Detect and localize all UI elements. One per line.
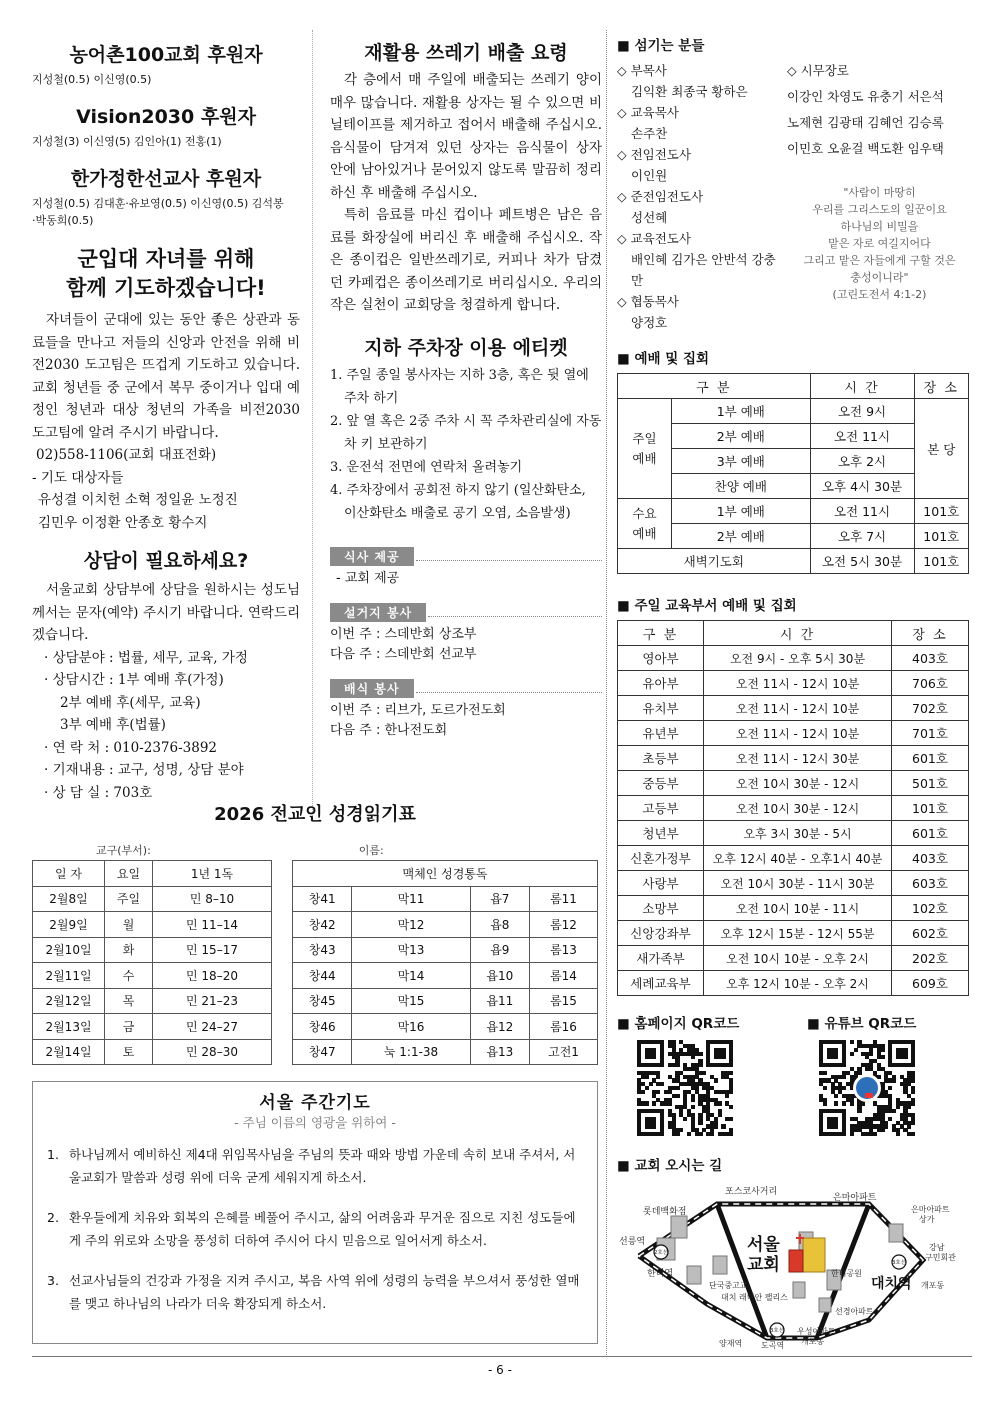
servant-names: 손주찬	[631, 126, 668, 141]
bible-cell: 창46	[293, 1014, 352, 1040]
edu-row	[618, 871, 969, 896]
meal-section	[330, 547, 602, 566]
service-name: 2부 예배	[672, 524, 811, 549]
prayer-subtitle: - 주님 이름의 영광을 위하여 -	[234, 1115, 396, 1130]
map-label: 선경아파트	[835, 1307, 874, 1316]
bible-cell: 민 8–10	[153, 886, 272, 912]
map-label: 우성아파트	[797, 1327, 836, 1336]
bible-cell: 막11	[352, 886, 470, 912]
bible-head-date: 일 자	[33, 861, 105, 887]
name-label: 이름:	[358, 844, 384, 857]
edu-row	[618, 721, 969, 746]
bible-cell: 금	[105, 1014, 153, 1040]
edu-cell: 오후 12시 10분 - 오후 2시	[704, 971, 892, 996]
bible-cell: 민 15–17	[153, 937, 272, 963]
servant-names: 김익환 최종국 황하은	[631, 84, 748, 99]
serve-next: 다음 주 : 한나전도회	[330, 722, 448, 738]
map-label: 대치 래미안 팰리스	[721, 1293, 788, 1302]
verse-line: 그리고 맡은 자들에게 구할 것은	[803, 254, 956, 267]
service-name: 2부 예배	[672, 424, 811, 449]
elder-role: ◇ 시무장로	[787, 63, 849, 78]
bible-row	[33, 1014, 272, 1040]
bible-cell: 창42	[293, 912, 352, 938]
recycle-title: 재활용 쓰레기 배출 요령	[364, 42, 568, 64]
serve-label: 배식 봉사	[330, 679, 414, 698]
service-time: 오전 5시 30분	[810, 549, 914, 574]
church-label: 교회	[747, 1255, 780, 1275]
line-3-marker: 3호선	[891, 1260, 907, 1266]
counsel-item: · 기재내용 : 교구, 성명, 상담 분야	[44, 762, 244, 778]
edu-row	[618, 646, 969, 671]
counsel-title: 상담이 필요하세요?	[83, 550, 249, 572]
bible-row	[293, 912, 598, 938]
column-divider	[606, 30, 607, 1355]
verse-line: "사람이 마땅히	[843, 186, 916, 199]
dish-label: 설거지 봉사	[330, 603, 426, 622]
map-label: 구민회관	[925, 1253, 956, 1262]
edu-row	[618, 821, 969, 846]
counsel-item: · 상담분야 : 법률, 세무, 교육, 가정	[44, 649, 248, 666]
map-label: 선릉역	[619, 1237, 646, 1247]
edu-row	[618, 671, 969, 696]
qr-section	[617, 1012, 972, 1136]
bible-cell: 월	[105, 912, 153, 938]
home-qr-title: ■ 홈페이지 QR코드	[617, 1012, 807, 1032]
bible-cell: 민 28–30	[153, 1039, 272, 1065]
military-title-2: 함께 기도하겠습니다!	[66, 276, 266, 300]
column-right	[617, 30, 972, 1354]
servant-names: 이인원	[631, 168, 668, 183]
edu-title: ■ 주일 교육부서 예배 및 집회	[617, 594, 972, 614]
parking-item: 1. 주일 종일 봉사자는 지하 3층, 혹은 뒷 열에 주차 하기	[330, 367, 589, 406]
bible-head-mc: 맥체인 성경통독	[293, 861, 598, 887]
edu-cell: 403호	[892, 846, 969, 871]
bible-cell: 롬14	[530, 963, 598, 989]
edu-cell: 501호	[892, 771, 969, 796]
parking-item: 4. 주차장에서 공회전 하지 않기 (일산화탄소, 이산화탄소 배출로 공기 오염, 소음발생)	[330, 482, 586, 521]
map-label: 포스코사거리	[725, 1187, 778, 1197]
edu-cell: 소망부	[618, 896, 704, 921]
servant-names: 양정호	[631, 315, 668, 330]
bible-cell: 롬12	[530, 912, 598, 938]
bible-row	[293, 963, 598, 989]
bible-cell: 창43	[293, 937, 352, 963]
service-name: 1부 예배	[672, 499, 811, 524]
servant-names: 성선혜	[631, 210, 668, 225]
elder-names: 이민호 오윤걸 백도환 임우택	[787, 141, 944, 156]
map-label: 한티공원	[831, 1269, 862, 1278]
service-place: 101호	[914, 524, 968, 549]
weekly-prayer-box	[32, 1081, 598, 1344]
bible-cell: 수	[105, 963, 153, 989]
bible-cell: 막12	[352, 912, 470, 938]
bible-cell: 화	[105, 937, 153, 963]
edu-cell: 청년부	[618, 821, 704, 846]
edu-table	[617, 620, 969, 996]
map-label: 대치역	[871, 1276, 912, 1292]
edu-row	[618, 971, 969, 996]
servant-role: ◇ 교육전도사	[617, 231, 691, 246]
bible-cell: 욥10	[470, 963, 529, 989]
edu-cell: 602호	[892, 921, 969, 946]
youtube-logo-icon	[853, 1074, 881, 1102]
counsel-item: · 연 락 처 : 010-2376-3892	[44, 739, 218, 756]
bible-table-left	[32, 860, 272, 1065]
bible-cell: 막16	[352, 1014, 470, 1040]
bible-cell: 2월14일	[33, 1039, 105, 1065]
map-label: 은마아파트	[833, 1193, 877, 1203]
bible-cell: 민 18–20	[153, 963, 272, 989]
edu-cell: 403호	[892, 646, 969, 671]
edu-cell: 609호	[892, 971, 969, 996]
bible-row	[293, 1039, 598, 1065]
edu-row	[618, 921, 969, 946]
han-title: 한가정한선교사 후원자	[70, 168, 262, 190]
map-label: 개포동	[921, 1281, 945, 1290]
map-label: 단국중고교	[709, 1281, 748, 1290]
verse-line: 우리를 그리스도의 일꾼이요	[812, 203, 947, 216]
church-label: 서울	[747, 1235, 780, 1255]
military-body: 자녀들이 군대에 있는 동안 좋은 상관과 동료들을 만나고 저들의 신앙과 안전을 위해 비전2030 도고팀은 뜨겁게 기도하고 있습니다. 교회 청년들 중 군에서 복무 중이거나 입대 예정인 청년과 대상 청년의 가족을 비전2030 도고팀에 알려 주시기 바랍니다.	[32, 312, 300, 441]
bible-row	[33, 937, 272, 963]
bible-cell: 창41	[293, 886, 352, 912]
edu-cell: 102호	[892, 896, 969, 921]
parking-item: 3. 운전석 전면에 연락처 올려놓기	[330, 459, 523, 475]
edu-cell: 202호	[892, 946, 969, 971]
bible-cell: 욥7	[470, 886, 529, 912]
edu-cell: 유년부	[618, 721, 704, 746]
meal-text: - 교회 제공	[336, 570, 400, 586]
bible-cell: 민 11–14	[153, 912, 272, 938]
parking-title: 지하 주차장 이용 에티켓	[364, 336, 568, 359]
edu-cell: 오전 11시 - 12시 10분	[704, 696, 892, 721]
edu-cell: 유치부	[618, 696, 704, 721]
bible-cell: 막15	[352, 988, 470, 1014]
map-label: 롯데백화점	[643, 1207, 687, 1217]
map-label: 강남	[929, 1243, 945, 1252]
verse-line: 하나님의 비밀을	[840, 220, 919, 233]
serve-this: 이번 주 : 리브가, 도르가전도회	[330, 702, 506, 718]
footer-rule	[32, 1356, 972, 1357]
bible-title: 2026 전교인 성경읽기표	[214, 804, 416, 825]
service-name: 새벽기도회	[618, 549, 811, 574]
bible-table-right	[292, 860, 598, 1065]
map-label: 도곡역	[761, 1341, 785, 1350]
bible-row	[33, 886, 272, 912]
service-name: 1부 예배	[672, 399, 811, 424]
edu-row	[618, 846, 969, 871]
bible-cell: 창45	[293, 988, 352, 1014]
bible-cell: 롬13	[530, 937, 598, 963]
service-time: 오전 9시	[810, 399, 914, 424]
edu-cell: 오전 9시 - 오후 5시 30분	[704, 646, 892, 671]
bible-cell: 욥8	[470, 912, 529, 938]
bible-row	[33, 912, 272, 938]
map-label: 은마아파트	[911, 1205, 950, 1214]
elder-names: 노제현 김광태 김혜언 김승록	[787, 115, 944, 130]
service-place: 101호	[914, 549, 968, 574]
service-name: 3부 예배	[672, 449, 811, 474]
line-2-marker: 2호선	[653, 1250, 669, 1256]
bible-cell: 롬15	[530, 988, 598, 1014]
edu-cell: 신혼가정부	[618, 846, 704, 871]
edu-cell: 세례교육부	[618, 971, 704, 996]
nongeochon-names: 지성철(0.5) 이신영(0.5)	[32, 73, 152, 86]
elder-names: 이강인 차영도 유충기 서은석	[787, 89, 944, 104]
bible-reading-section	[32, 800, 598, 1065]
sunday-label: 주일 예배	[618, 399, 672, 499]
bible-cell: 창44	[293, 963, 352, 989]
edu-cell: 고등부	[618, 796, 704, 821]
bible-head-one: 1년 1독	[153, 861, 272, 887]
column-divider-left	[312, 30, 313, 820]
vision-names: 지성철(3) 이신영(5) 김인아(1) 전홍(1)	[32, 135, 222, 148]
dish-next: 다음 주 : 스데반회 선교부	[330, 646, 477, 662]
edu-cell: 사랑부	[618, 871, 704, 896]
edu-cell: 새가족부	[618, 946, 704, 971]
edu-head: 시 간	[704, 621, 892, 646]
map-label: 한티역	[647, 1269, 674, 1279]
bible-cell: 욥12	[470, 1014, 529, 1040]
bible-cell: 욥13	[470, 1039, 529, 1065]
youtube-qr-code[interactable]	[819, 1040, 915, 1136]
servant-role: ◇ 부목사	[617, 63, 667, 78]
edu-row	[618, 771, 969, 796]
edu-cell: 603호	[892, 871, 969, 896]
han-names-1: 지성철(0.5) 김대훈·유보영(0.5) 이신영(0.5) 김석봉	[32, 197, 284, 210]
column-left	[32, 30, 300, 804]
bible-cell: 2월11일	[33, 963, 105, 989]
edu-cell: 701호	[892, 721, 969, 746]
bible-cell: 고전1	[530, 1039, 598, 1065]
edu-cell: 오후 3시 30분 - 5시	[704, 821, 892, 846]
bible-cell: 욥11	[470, 988, 529, 1014]
worship-title: ■ 예배 및 집회	[617, 347, 972, 367]
counsel-item: · 상 담 실 : 703호	[44, 784, 153, 801]
military-phone: 02)558-1106(교회 대표전화)	[36, 447, 217, 463]
edu-cell: 101호	[892, 796, 969, 821]
edu-row	[618, 746, 969, 771]
edu-row	[618, 696, 969, 721]
youtube-qr-title: ■ 유튜브 QR코드	[807, 1012, 916, 1032]
edu-cell: 영아부	[618, 646, 704, 671]
dish-section	[330, 603, 602, 622]
servant-names: 배인혜 김가은 안반석 강충만	[631, 252, 776, 288]
bible-cell: 막14	[352, 963, 470, 989]
prayer-item: 3. 선교사님들의 건강과 가정을 지켜 주시고, 복음 사역 위에 성령의 능력을 부으셔서 풍성한 열매를 맺고 하나님의 나라가 더욱 확장되게 하소서.	[47, 1273, 580, 1311]
bible-cell: 2월12일	[33, 988, 105, 1014]
dish-this: 이번 주 : 스데반회 상조부	[330, 626, 477, 642]
bible-cell: 욥9	[470, 937, 529, 963]
service-time: 오전 11시	[810, 424, 914, 449]
edu-head: 장 소	[892, 621, 969, 646]
bible-cell: 민 21–23	[153, 988, 272, 1014]
edu-cell: 601호	[892, 821, 969, 846]
bible-cell: 토	[105, 1039, 153, 1065]
bible-cell: 주일	[105, 886, 153, 912]
bible-head-day: 요일	[105, 861, 153, 887]
edu-cell: 초등부	[618, 746, 704, 771]
counsel-item: · 상담시간 : 1부 예배 후(가정)	[44, 672, 224, 688]
bible-cell: 막13	[352, 937, 470, 963]
counsel-body: 서울교회 상담부에 상담을 원하시는 성도님께서는 문자(예약) 주시기 바랍니다. 연락드리겠습니다.	[32, 582, 300, 643]
nongeochon-title: 농어촌100교회 후원자	[69, 44, 263, 66]
edu-cell: 중등부	[618, 771, 704, 796]
serve-section	[330, 679, 602, 698]
verse-line: 맡은 자로 여길지어다	[828, 237, 931, 250]
district-label: 교구(부서):	[96, 844, 151, 857]
bible-row	[293, 886, 598, 912]
edu-cell: 오후 12시 15분 - 12시 55분	[704, 921, 892, 946]
worship-head: 구 분	[618, 374, 811, 399]
servant-role: ◇ 협동목사	[617, 294, 679, 309]
worship-head: 장 소	[914, 374, 968, 399]
parking-item: 2. 앞 열 혹은 2중 주차 시 꼭 주차관리실에 자동차 키 보관하기	[330, 413, 602, 452]
edu-cell: 오전 10시 10분 - 오후 2시	[704, 946, 892, 971]
servants-list	[617, 60, 972, 333]
edu-cell: 601호	[892, 746, 969, 771]
verse-line: (고린도전서 4:1-2)	[832, 288, 927, 301]
service-time: 오후 7시	[810, 524, 914, 549]
vision-title: Vision2030 후원자	[76, 106, 256, 128]
prayer-item: 2. 환우들에게 치유와 회복의 은혜를 베풀어 주시고, 삶의 어려움과 무거운 짐으로 지친 성도들에게 주의 위로와 소망을 풍성히 더하여 주시어 다시 믿음으로 일어서게 하소서.	[47, 1210, 576, 1248]
bible-row	[33, 963, 272, 989]
column-middle	[330, 30, 602, 741]
bible-row	[33, 1039, 272, 1065]
service-place: 본 당	[914, 399, 968, 499]
bible-row	[293, 988, 598, 1014]
military-target-label: - 기도 대상자들	[32, 469, 124, 486]
bible-cell: 롬11	[530, 886, 598, 912]
edu-cell: 유아부	[618, 671, 704, 696]
bible-row	[293, 1014, 598, 1040]
han-names-2: ·박동희(0.5)	[32, 214, 94, 227]
bible-row	[33, 988, 272, 1014]
bible-row	[293, 937, 598, 963]
edu-cell: 오전 11시 - 12시 30분	[704, 746, 892, 771]
wed-label: 수요 예배	[618, 499, 672, 549]
edu-head: 구 분	[618, 621, 704, 646]
edu-cell: 오후 12시 40분 - 오후1시 40분	[704, 846, 892, 871]
edu-cell: 오전 10시 30분 - 11시 30분	[704, 871, 892, 896]
map-label: 상가	[919, 1215, 935, 1224]
homepage-qr-code[interactable]	[637, 1040, 733, 1136]
worship-table	[617, 373, 969, 574]
military-targets-1: 유성결 이치헌 소혁 정일윤 노정진	[38, 492, 238, 508]
parking-list	[330, 364, 602, 525]
bible-cell: 2월9일	[33, 912, 105, 938]
bible-cell: 2월10일	[33, 937, 105, 963]
edu-cell: 오전 10시 30분 - 12시	[704, 771, 892, 796]
military-targets-2: 김민우 이정환 안종호 황수지	[38, 514, 208, 531]
bible-cell: 눅 1:1-38	[352, 1039, 470, 1065]
military-title-1: 군입대 자녀를 위해	[77, 247, 255, 271]
edu-row	[618, 946, 969, 971]
edu-cell: 706호	[892, 671, 969, 696]
servant-role: ◇ 교육목사	[617, 105, 679, 120]
edu-cell: 신앙강좌부	[618, 921, 704, 946]
meal-label: 식사 제공	[330, 547, 414, 566]
map-label: 개포동	[801, 1337, 825, 1346]
edu-cell: 702호	[892, 696, 969, 721]
map-label: 양재역	[719, 1339, 743, 1348]
service-time: 오후 4시 30분	[810, 474, 914, 499]
edu-cell: 오전 10시 30분 - 12시	[704, 796, 892, 821]
edu-cell: 오전 11시 - 12시 10분	[704, 671, 892, 696]
recycle-body: 각 층에서 매 주일에 배출되는 쓰레기 양이 매우 많습니다. 재활용 상자는 될 수 있으면 비닐테이프를 제거하고 접어서 배출해 주십시오. 음식물이 담겨져 있던 상자는 음식물이 상자 안에 남아있거나 묻어있지 않도록 말끔히 정리하신 후 배출해 주십시오. 특히 음료를 마신 컵이나 페트병은 남은 음료를 화장실에 버리신 후 배출해 주십시오. 작은 종이컵은 일반쓰레기로, 커피나 차가 담겼던 카페컵은 종이쓰레기로 버리십시오. 우리의 작은 실천이 교회당을 청결하게 합니다.	[330, 72, 602, 313]
service-time: 오전 11시	[810, 499, 914, 524]
servants-title: ■ 섬기는 분들	[617, 34, 972, 54]
service-name: 찬양 예배	[672, 474, 811, 499]
bible-cell: 롬16	[530, 1014, 598, 1040]
church-building-icon	[789, 1234, 825, 1272]
counsel-item: 3부 예배 후(법률)	[60, 717, 166, 733]
edu-row	[618, 896, 969, 921]
service-time: 오후 2시	[810, 449, 914, 474]
counsel-items	[32, 647, 300, 805]
verse-line: 충성이니라"	[850, 271, 909, 284]
prayer-title: 서울 주간기도	[259, 1093, 371, 1113]
bible-cell: 2월13일	[33, 1014, 105, 1040]
bible-cell: 민 24–27	[153, 1014, 272, 1040]
edu-row	[618, 796, 969, 821]
prayer-item: 1. 하나님께서 예비하신 제4대 위임목사님을 주님의 뜻과 때와 방법 가운데 속히 보내 주셔서, 서울교회가 말씀과 성령 위에 더욱 굳게 세워지게 하소서.	[47, 1147, 576, 1185]
page-number: - 6 -	[488, 1363, 512, 1377]
servant-role: ◇ 준전임전도사	[617, 189, 704, 204]
edu-cell: 오전 10시 10분 - 11시	[704, 896, 892, 921]
bible-cell: 2월8일	[33, 886, 105, 912]
servant-role: ◇ 전임전도사	[617, 147, 691, 162]
bible-cell: 목	[105, 988, 153, 1014]
line-3-marker: 3호선	[769, 1328, 785, 1334]
edu-cell: 오전 11시 - 12시 10분	[704, 721, 892, 746]
worship-head: 시 간	[810, 374, 914, 399]
church-map	[617, 1180, 972, 1350]
bible-cell: 창47	[293, 1039, 352, 1065]
counsel-item: 2부 예배 후(세무, 교육)	[60, 694, 201, 711]
map-title: ■ 교회 오시는 길	[617, 1154, 972, 1174]
service-place: 101호	[914, 499, 968, 524]
